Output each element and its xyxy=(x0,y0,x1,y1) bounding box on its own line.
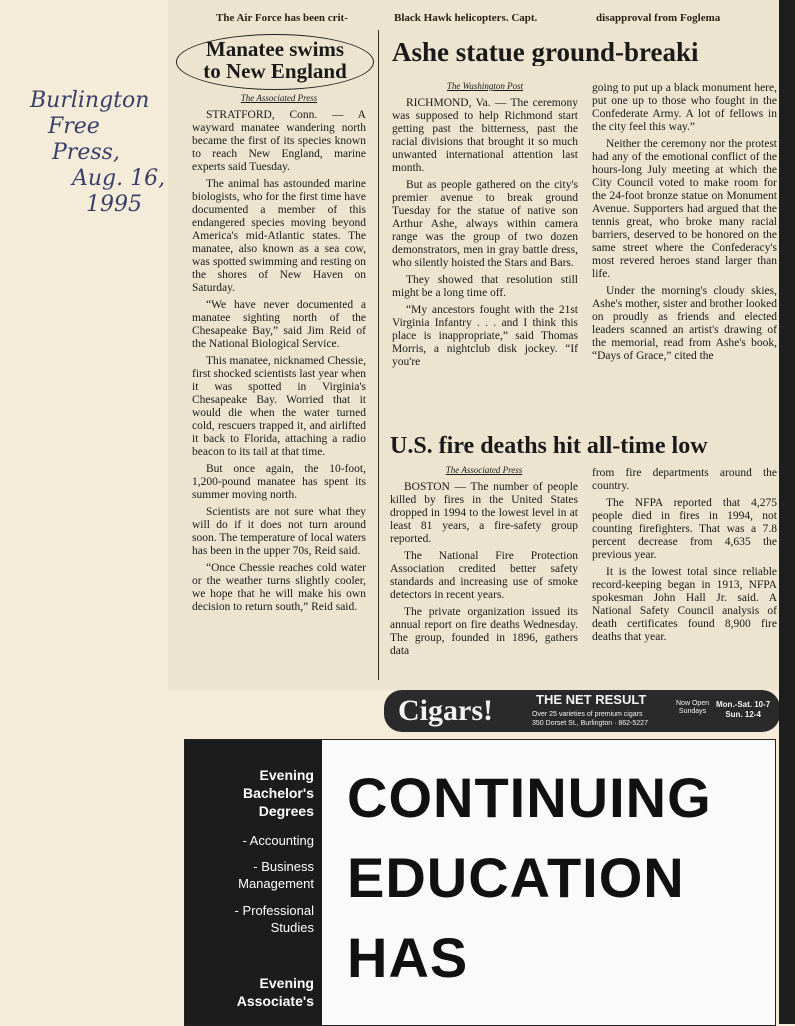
cigar-ad-hours-line: Mon.-Sat. 10-7 xyxy=(716,700,771,709)
handwritten-line: Aug. 16, xyxy=(72,166,166,191)
cigar-ad-store: THE NET RESULT xyxy=(536,692,647,707)
cigar-ad-details xyxy=(532,710,648,728)
byline: The Washington Post xyxy=(446,81,524,91)
ad-headline-line: EDUCATION xyxy=(347,846,685,909)
paragraph: The animal has astounded marine biologists, who for the first time have documented a member of this endangered species moving beyond America's mid-Atlantic states. The manatee, also known as a sea cow, was spotted swimming and resting on the shores of New Haven on Saturday. xyxy=(192,178,366,294)
handwritten-line: Burlington xyxy=(30,88,150,113)
top-strip-middle: Black Hawk helicopters. Capt. xyxy=(394,12,538,24)
paragraph: from fire departments around the country. xyxy=(592,467,777,492)
fire-column-1 xyxy=(390,464,578,662)
manatee-headline xyxy=(180,38,370,82)
fire-column-2 xyxy=(592,467,777,648)
paragraph: Scientists are not sure what they will do if it does not turn around soon. The temperature of local waters has been in the upper 70s, Reid said. xyxy=(192,506,366,557)
paragraph: The NFPA reported that 4,275 people died in fires in 1994, not counting firefighters. That was a 7.8 percent decrease from 4,635 the previous year. xyxy=(592,497,777,561)
paragraph: They showed that resolution still might be a long time off. xyxy=(392,274,578,299)
cigar-ad-open-line: Now Open xyxy=(676,700,710,707)
paragraph: RICHMOND, Va. — The ceremony was supposed to help Richmond start getting past the bitterness, past the racial divisions that brought it so much unwanted international attention last month. xyxy=(392,97,578,174)
paragraph: This manatee, nicknamed Chessie, first shocked scientists last year when it was spotted in Virginia's Chesapeake Bay. Worried that it would die when the water turned cold, rescuers trapped it, and airlifted it back to Florida, attaching a radio beacon to its tail at that time. xyxy=(192,355,366,458)
program-item-line: Studies xyxy=(270,920,314,935)
paragraph: STRATFORD, Conn. — A wayward manatee wandering north became the first of its species known to reach New England, marine experts said Tuesday. xyxy=(192,109,366,173)
paragraph: The National Fire Protection Association credited better safety standards and increasing use of smoke detectors in recent years. xyxy=(390,550,578,601)
cigar-ad-tagline: Over 25 varieties of premium cigars xyxy=(532,711,643,718)
headline-line: to New England xyxy=(203,59,347,83)
paragraph: The private organization issued its annual report on fire deaths Wednesday. The group, founded in 1896, gathers data xyxy=(390,606,578,657)
program-item xyxy=(238,858,314,892)
degree-heading xyxy=(243,766,314,820)
education-ad-sidebar xyxy=(185,740,322,1025)
handwritten-note xyxy=(30,88,180,218)
degree-heading xyxy=(237,974,314,1010)
program-item-line: Management xyxy=(238,876,314,891)
paragraph: “Once Chessie reaches cold water or the weather turns slightly cooler, we hope that he will make his own decision to return south,” Reid said. xyxy=(192,562,366,613)
byline: The Associated Press xyxy=(240,93,318,103)
program-item-line: - Business xyxy=(253,859,314,874)
top-strip-left: The Air Force has been crit- xyxy=(216,12,348,24)
ashe-column-2 xyxy=(592,82,777,367)
paragraph: Neither the ceremony nor the protest had any of the emotional conflict of the hours-long July meeting at which the City Council voted to make room for the 24-foot bronze statue on Monument Avenue. Supporters had argued that the tennis great, who broke many racial barriers, deserved to be honored on the same street where the Confederacy's most revered heroes stand larger than life. xyxy=(592,138,777,280)
cigar-ad-address: 350 Dorset St., Burlington · 862-5227 xyxy=(532,720,648,727)
ashe-column-1 xyxy=(392,80,578,373)
cigar-ad-brand: Cigars! xyxy=(398,694,493,727)
cigar-ad-open xyxy=(676,700,709,716)
handwritten-line: 1995 xyxy=(86,192,142,217)
paragraph: Under the morning's cloudy skies, Ashe's mother, sister and brother looked on proudly as friends and elected leaders scanned an artist's drawing of the memorial, read from Ashe's book, “Days of Grace,” cited the xyxy=(592,285,777,362)
fire-deaths-headline: U.S. fire deaths hit all-time low xyxy=(390,433,708,459)
degree-heading-line: Evening xyxy=(259,975,314,991)
ad-headline-line: CONTINUING xyxy=(347,766,712,829)
paragraph: But once again, the 10-foot, 1,200-pound manatee has spent its summer moving north. xyxy=(192,463,366,501)
program-item xyxy=(235,902,314,936)
program-item: - Accounting xyxy=(242,833,314,848)
top-strip-right: disapproval from Foglema xyxy=(596,12,721,24)
paragraph: going to put up a black monument here, put one up to those who fought in the Confederate Army. A lot of fellows in the city feel this way.” xyxy=(592,82,777,133)
degree-heading-line: Associate's xyxy=(236,993,314,1009)
paragraph: “We have never documented a manatee sighting north of the Chesapeake Bay,” said Jim Reid of the National Biological Service. xyxy=(192,299,366,350)
top-strip xyxy=(168,0,780,24)
headline-line: Manatee swims xyxy=(205,37,345,61)
handwritten-line: Press, xyxy=(52,140,120,165)
degree-heading-line: Evening xyxy=(259,767,314,783)
manatee-article-body xyxy=(192,92,366,618)
paragraph: “My ancestors fought with the 21st Virginia Infantry . . . and I think this place is inappropriate,” said Thomas Morris, a nightclub disk jockey. “If you're xyxy=(392,304,578,368)
column-rule xyxy=(378,30,379,680)
degree-heading-line: Bachelor's xyxy=(242,785,314,801)
education-ad xyxy=(184,739,776,1026)
ashe-headline: Ashe statue ground-breaki xyxy=(392,38,699,66)
ad-headline-line: HAS xyxy=(347,926,469,989)
cigar-ad-hours xyxy=(716,700,770,720)
program-item-line: - Professional xyxy=(234,903,314,918)
byline: The Associated Press xyxy=(445,465,523,475)
paragraph: But as people gathered on the city's premier avenue to break ground Tuesday for the statue of native son Arthur Ashe, always within camera range was the group of two dozen demonstrators, men in gray battle dress, who silently hoisted the Stars and Bars. xyxy=(392,179,578,269)
handwritten-line: Free xyxy=(48,114,100,139)
scanner-edge xyxy=(779,0,795,1024)
degree-heading-line: Degrees xyxy=(258,803,314,819)
paragraph: BOSTON — The number of people killed by fires in the United States dropped in 1994 to the lowest level in at least 81 years, a fire-safety group reported. xyxy=(390,481,578,545)
cigar-ad-hours-line: Sun. 12-4 xyxy=(725,710,761,719)
cigar-ad-open-line: Sundays xyxy=(678,708,707,715)
paragraph: It is the lowest total since reliable record-keeping began in 1913, NFPA spokesman John Hall Jr. said. A National Safety Council analysis of death certificates found 8,900 fire deaths that year. xyxy=(592,566,777,643)
cigar-ad xyxy=(384,690,780,732)
